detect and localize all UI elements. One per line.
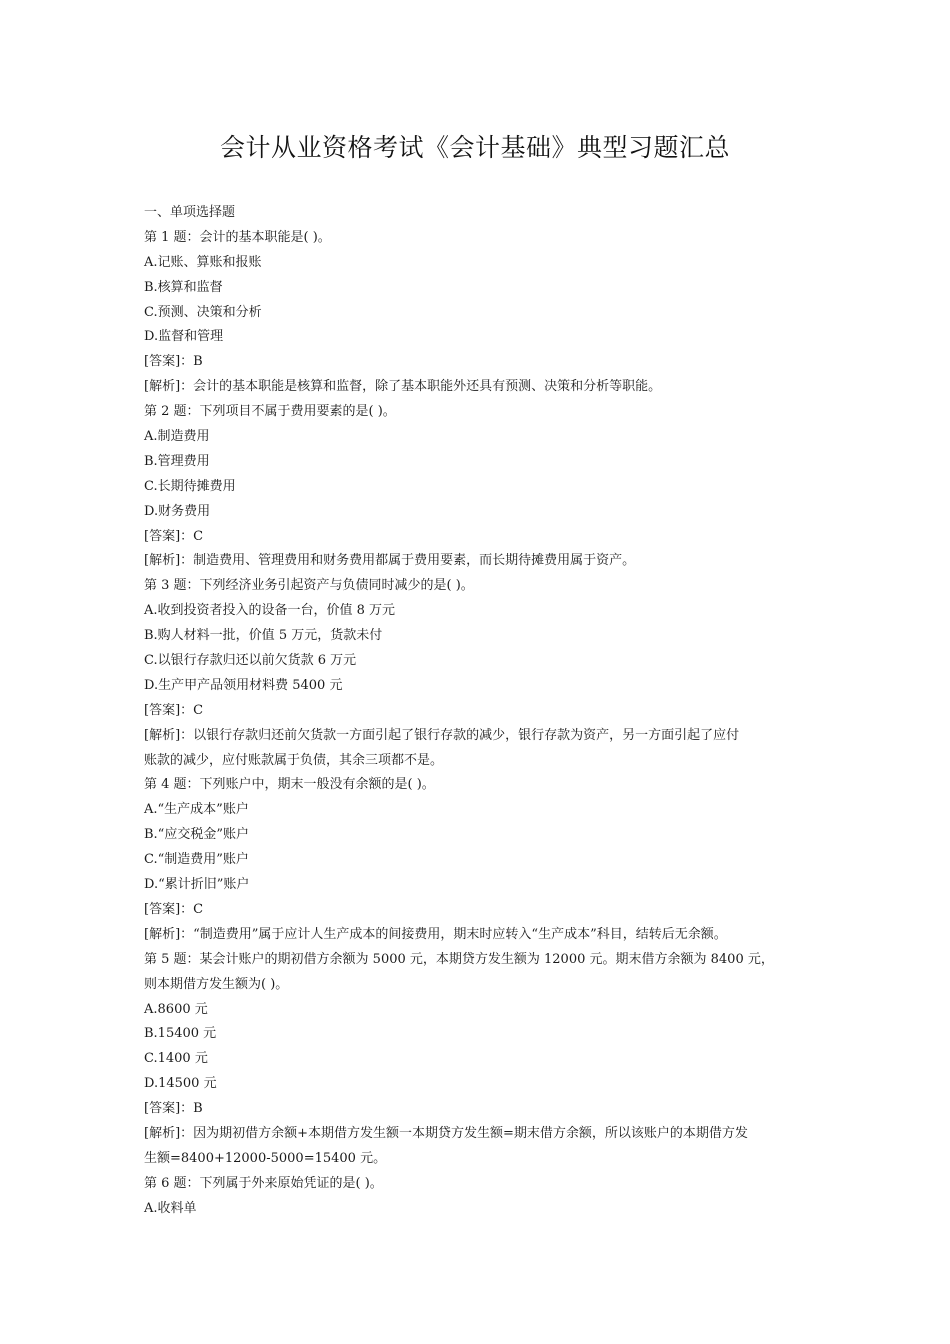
question-1-option-b: B.核算和监督 <box>144 279 223 295</box>
question-5-option-d: D.14500 元 <box>144 1076 217 1092</box>
question-4-option-c: C.“制造费用”账户 <box>144 852 249 868</box>
question-3-option-a: A.收到投资者投入的设备一台，价值 8 万元 <box>144 603 396 619</box>
question-4-stem: 第 4 题：下列账户中，期末一般没有余额的是( )。 <box>144 777 435 793</box>
question-3-option-d: D.生产甲产品领用材料费 5400 元 <box>144 677 343 693</box>
question-4-option-a: A.“生产成本”账户 <box>144 802 249 818</box>
question-3-stem: 第 3 题：下列经济业务引起资产与负债同时减少的是( )。 <box>144 578 474 594</box>
question-5-option-a: A.8600 元 <box>144 1001 208 1017</box>
question-2-stem: 第 2 题：下列项目不属于费用要素的是( )。 <box>144 404 396 420</box>
question-4-explanation: [解析]：“制造费用”属于应计人生产成本的间接费用，期末时应转入“生产成本”科目，结转后无余额。 <box>144 926 727 942</box>
question-3-option-c: C.以银行存款归还以前欠货款 6 万元 <box>144 653 357 669</box>
question-4-option-d: D.“累计折旧”账户 <box>144 877 250 893</box>
question-6-stem: 第 6 题：下列属于外来原始凭证的是( )。 <box>144 1175 383 1191</box>
question-5-option-c: C.1400 元 <box>144 1051 208 1067</box>
question-4-answer: [答案]：C <box>144 901 204 917</box>
question-1-answer: [答案]：B <box>144 354 203 370</box>
question-6-option-a: A.收料单 <box>144 1200 197 1216</box>
question-3-option-b: B.购人材料一批，价值 5 万元，货款未付 <box>144 628 383 644</box>
question-5-answer: [答案]：B <box>144 1101 203 1117</box>
section-heading: 一、单项选择题 <box>144 205 236 220</box>
document-title: 会计从业资格考试《会计基础》典型习题汇总 <box>219 133 730 162</box>
question-3-explanation-line-1: [解析]：以银行存款归还前欠货款一方面引起了银行存款的减少，银行存款为资产，另一方面引起了应付 <box>144 727 740 743</box>
question-2-explanation: [解析]：制造费用、管理费用和财务费用都属于费用要素，而长期待摊费用属于资产。 <box>144 553 636 569</box>
question-2-option-c: C.长期待摊费用 <box>144 478 236 494</box>
question-5-explanation-line-2: 生额=8400+12000-5000=15400 元。 <box>144 1150 387 1166</box>
question-2-option-b: B.管理费用 <box>144 453 210 469</box>
question-4-option-b: B.“应交税金”账户 <box>144 827 249 843</box>
question-2-answer: [答案]：C <box>144 528 204 544</box>
question-5-explanation-line-1: [解析]：因为期初借方余额+本期借方发生额一本期贷方发生额=期末借方余额，所以该账户的本期借方发 <box>144 1125 748 1141</box>
question-1-stem: 第 1 题：会计的基本职能是( )。 <box>144 229 331 245</box>
question-5-option-b: B.15400 元 <box>144 1026 217 1042</box>
question-3-explanation-line-2: 账款的减少，应付账款属于负债，其余三项都不是。 <box>144 752 444 768</box>
question-1-explanation: [解析]：会计的基本职能是核算和监督，除了基本职能外还具有预测、决策和分析等职能。 <box>144 379 662 395</box>
question-2-option-a: A.制造费用 <box>144 429 210 445</box>
question-1-option-d: D.监督和管理 <box>144 329 224 345</box>
question-5-stem-line-1: 第 5 题：某会计账户的期初借方余额为 5000 元，本期贷方发生额为 12000 元。期末借方余额为 8400 元， <box>144 951 774 967</box>
document-body <box>144 201 816 1222</box>
question-5-stem-line-2: 则本期借方发生额为( )。 <box>144 976 289 992</box>
question-3-answer: [答案]：C <box>144 702 204 718</box>
question-1-option-c: C.预测、决策和分析 <box>144 304 262 320</box>
question-2-option-d: D.财务费用 <box>144 503 211 519</box>
question-1-option-a: A.记账、算账和报账 <box>144 254 262 270</box>
